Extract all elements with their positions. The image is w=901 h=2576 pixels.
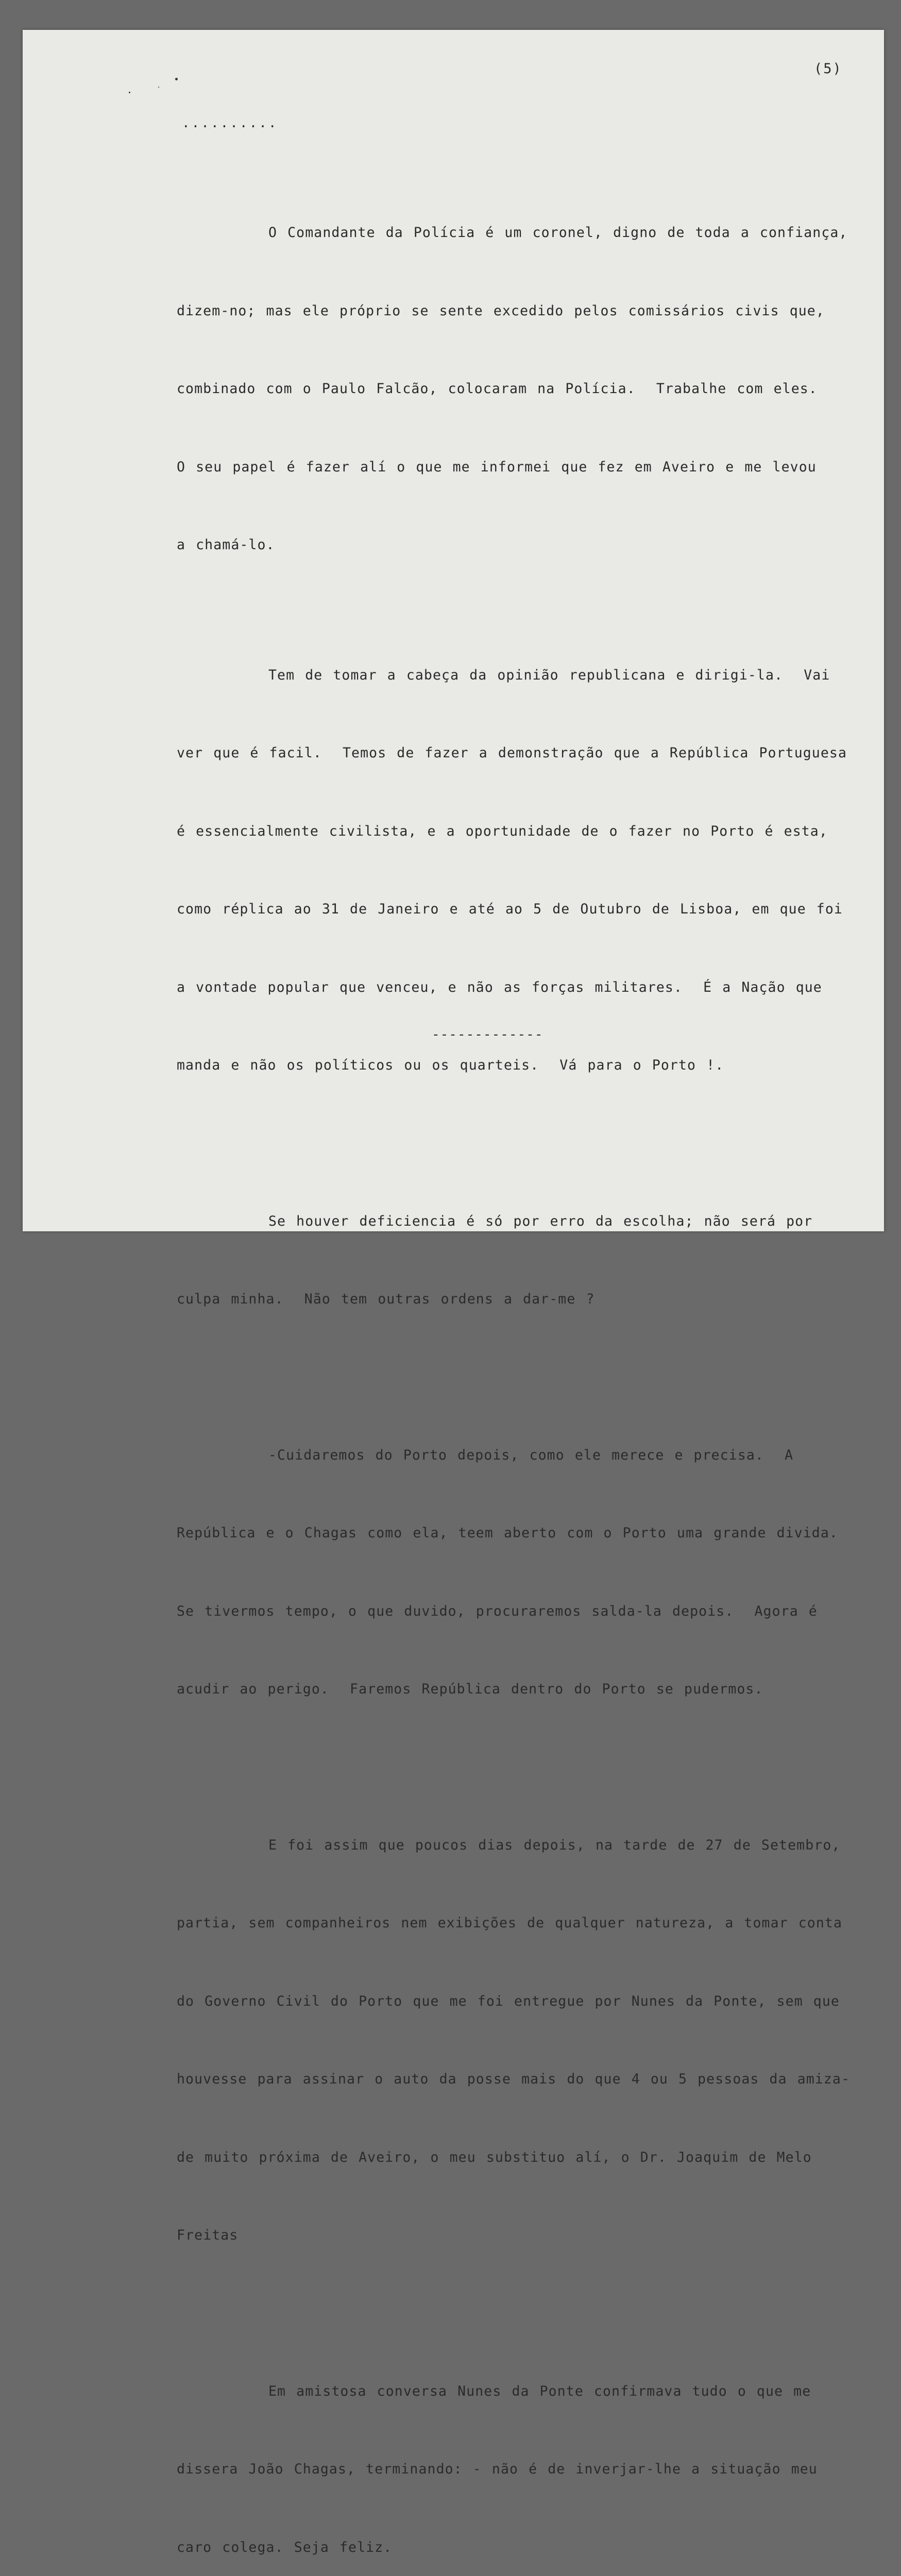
text-line: ver que é facil. Temos de fazer a demonstração que a República Portuguesa	[177, 740, 872, 767]
text-line: Se tivermos tempo, o que duvido, procuraremos salda-la depois. Agora é	[177, 1599, 872, 1625]
paragraph-3	[177, 1157, 872, 1365]
closing-rule: -------------	[432, 1027, 543, 1042]
text-line: houvesse para assinar o auto da posse mais do que 4 ou 5 pessoas da amiza-	[177, 2066, 872, 2093]
paragraph-gap	[177, 1131, 872, 1157]
text-line: a chamá-lo.	[177, 532, 872, 558]
paragraph-gap	[177, 1365, 872, 1391]
document-text	[177, 168, 872, 2576]
text-line: Em amistosa conversa Nunes da Ponte confirmava tudo o que me	[177, 2379, 872, 2405]
text-line: Se houver deficiencia é só por erro da escolha; não será por	[177, 1209, 872, 1235]
text-line: Freitas	[177, 2223, 872, 2249]
text-line: a vontade popular que venceu, e não as forças militares. É a Nação que	[177, 975, 872, 1001]
paragraph-5	[177, 1781, 872, 2301]
text-line: República e o Chagas como ela, teem aberto com o Porto uma grande divida.	[177, 1520, 872, 1547]
ink-speck	[175, 78, 178, 80]
text-line: manda e não os políticos ou os quarteis. Vá para o Porto !.	[177, 1053, 872, 1079]
text-line: como réplica ao 31 de Janeiro e até ao 5 de Outubro de Lisboa, em que foi	[177, 896, 872, 923]
text-line: Tem de tomar a cabeça da opinião republicana e dirigi-la. Vai	[177, 663, 872, 689]
ink-speck	[158, 87, 159, 88]
text-line: dissera João Chagas, terminando: - não é de inverjar-lhe a situação meu	[177, 2456, 872, 2483]
text-line: de muito próxima de Aveiro, o meu substituo alí, o Dr. Joaquim de Melo	[177, 2145, 872, 2171]
paragraph-gap	[177, 1755, 872, 1781]
text-line: é essencialmente civilista, e a oportunidade de o fazer no Porto é esta,	[177, 819, 872, 845]
text-line: dizem-no; mas ele próprio se sente excedido pelos comissários civis que,	[177, 298, 872, 325]
paragraph-6	[177, 2327, 872, 2576]
text-line: O Comandante da Polícia é um coronel, digno de toda a confiança,	[177, 220, 872, 246]
text-line: partia, sem companheiros nem exibições de qualquer natureza, a tomar conta	[177, 1910, 872, 1937]
text-line: -Cuidaremos do Porto depois, como ele merece e precisa. A	[177, 1443, 872, 1469]
text-line: caro colega. Seja feliz.	[177, 2535, 872, 2561]
paragraph-4	[177, 1391, 872, 1755]
ink-speck	[129, 92, 130, 93]
paragraph-2	[177, 611, 872, 1131]
text-line: do Governo Civil do Porto que me foi entregue por Nunes da Ponte, sem que	[177, 1989, 872, 2015]
text-line: E foi assim que poucos dias depois, na tarde de 27 de Setembro,	[177, 1833, 872, 1859]
text-line: combinado com o Paulo Falcão, colocaram na Polícia. Trabalhe com eles.	[177, 376, 872, 402]
text-line: acudir ao perigo. Faremos República dentro do Porto se pudermos.	[177, 1676, 872, 1703]
text-line: O seu papel é fazer alí o que me informei que fez em Aveiro e me levou	[177, 454, 872, 481]
text-line: culpa minha. Não tem outras ordens a dar-me ?	[177, 1286, 872, 1313]
continuation-dots: ..........	[182, 115, 278, 131]
paragraph-gap	[177, 2301, 872, 2327]
paragraph-1	[177, 168, 872, 611]
page-number: (5)	[814, 61, 842, 77]
